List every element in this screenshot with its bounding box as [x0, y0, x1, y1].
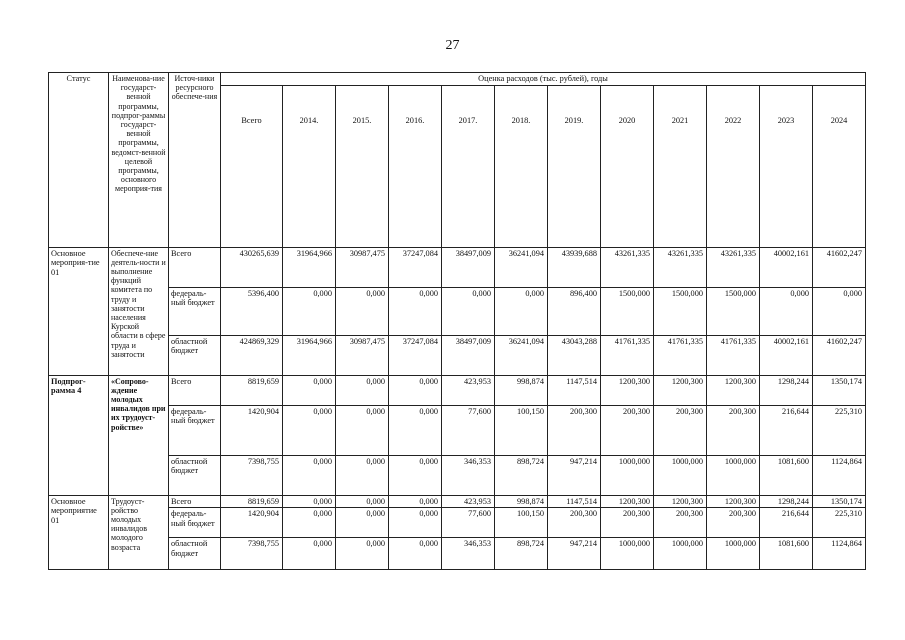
value-cell: 5396,400 — [221, 287, 283, 335]
col-2024: 2024 — [813, 85, 866, 247]
source-cell: областной бюджет — [169, 455, 221, 495]
table-row — [49, 455, 866, 495]
value-cell: 947,214 — [548, 538, 601, 570]
value-cell: 1200,300 — [654, 375, 707, 405]
value-cell: 1081,600 — [760, 538, 813, 570]
value-cell: 1081,600 — [760, 455, 813, 495]
value-cell: 1124,864 — [813, 455, 866, 495]
table-row — [49, 495, 866, 508]
value-cell: 1000,000 — [601, 538, 654, 570]
col-2023: 2023 — [760, 85, 813, 247]
value-cell: 0,000 — [336, 495, 389, 508]
col-2016: 2016. — [389, 85, 442, 247]
value-cell: 1000,000 — [654, 455, 707, 495]
source-cell: областной бюджет — [169, 335, 221, 375]
source-cell: Всего — [169, 495, 221, 508]
col-2021: 2021 — [654, 85, 707, 247]
value-cell: 0,000 — [389, 508, 442, 538]
table-row — [49, 405, 866, 455]
col-total: Всего — [221, 85, 283, 247]
value-cell: 200,300 — [654, 405, 707, 455]
value-cell: 998,874 — [495, 495, 548, 508]
value-cell: 41761,335 — [601, 335, 654, 375]
value-cell: 7398,755 — [221, 538, 283, 570]
value-cell: 0,000 — [495, 287, 548, 335]
value-cell: 100,150 — [495, 405, 548, 455]
value-cell: 37247,084 — [389, 247, 442, 287]
value-cell: 77,600 — [442, 508, 495, 538]
value-cell: 0,000 — [283, 495, 336, 508]
value-cell: 1200,300 — [601, 375, 654, 405]
value-cell: 998,874 — [495, 375, 548, 405]
col-2019: 2019. — [548, 85, 601, 247]
source-cell: федераль-ный бюджет — [169, 508, 221, 538]
value-cell: 423,953 — [442, 495, 495, 508]
value-cell: 200,300 — [548, 508, 601, 538]
header-status: Статус — [49, 73, 109, 248]
value-cell: 0,000 — [760, 287, 813, 335]
value-cell: 898,724 — [495, 455, 548, 495]
page-number: 27 — [445, 38, 460, 53]
value-cell: 225,310 — [813, 405, 866, 455]
source-cell: областной бюджет — [169, 538, 221, 570]
value-cell: 346,353 — [442, 538, 495, 570]
col-2015: 2015. — [336, 85, 389, 247]
table-row — [49, 375, 866, 405]
value-cell: 216,644 — [760, 508, 813, 538]
value-cell: 216,644 — [760, 405, 813, 455]
value-cell: 200,300 — [548, 405, 601, 455]
table-row — [49, 335, 866, 375]
value-cell: 346,353 — [442, 455, 495, 495]
status-cell: Подпрог-рамма 4 — [49, 375, 109, 495]
value-cell: 0,000 — [336, 455, 389, 495]
value-cell: 896,400 — [548, 287, 601, 335]
value-cell: 200,300 — [601, 405, 654, 455]
value-cell: 1500,000 — [601, 287, 654, 335]
value-cell: 41761,335 — [707, 335, 760, 375]
col-2014: 2014. — [283, 85, 336, 247]
value-cell: 41602,247 — [813, 335, 866, 375]
value-cell: 38497,009 — [442, 247, 495, 287]
value-cell: 0,000 — [336, 287, 389, 335]
source-cell: Всего — [169, 375, 221, 405]
status-cell: Основное мероприятие 01 — [49, 495, 109, 570]
name-cell: Трудоуст-ройство молодых инвалидов молодого возраста — [109, 495, 169, 570]
value-cell: 7398,755 — [221, 455, 283, 495]
value-cell: 0,000 — [283, 455, 336, 495]
source-cell: федераль-ный бюджет — [169, 287, 221, 335]
value-cell: 43939,688 — [548, 247, 601, 287]
value-cell: 1298,244 — [760, 495, 813, 508]
value-cell: 1000,000 — [707, 455, 760, 495]
expense-table — [48, 72, 866, 570]
value-cell: 0,000 — [336, 405, 389, 455]
value-cell: 43261,335 — [601, 247, 654, 287]
value-cell: 1200,300 — [707, 375, 760, 405]
value-cell: 225,310 — [813, 508, 866, 538]
value-cell: 1147,514 — [548, 375, 601, 405]
value-cell: 1200,300 — [707, 495, 760, 508]
status-cell: Основное мероприя-тие 01 — [49, 247, 109, 375]
value-cell: 40002,161 — [760, 335, 813, 375]
value-cell: 200,300 — [654, 508, 707, 538]
value-cell: 1147,514 — [548, 495, 601, 508]
header-source: Источ-ники ресурсного обеспече-ния — [169, 73, 221, 248]
value-cell: 898,724 — [495, 538, 548, 570]
value-cell: 1420,904 — [221, 508, 283, 538]
value-cell: 38497,009 — [442, 335, 495, 375]
source-cell: федераль-ный бюджет — [169, 405, 221, 455]
value-cell: 1298,244 — [760, 375, 813, 405]
value-cell: 200,300 — [707, 508, 760, 538]
value-cell: 1350,174 — [813, 495, 866, 508]
value-cell: 30987,475 — [336, 247, 389, 287]
value-cell: 423,953 — [442, 375, 495, 405]
value-cell: 0,000 — [389, 405, 442, 455]
value-cell: 43261,335 — [707, 247, 760, 287]
table-row — [49, 538, 866, 570]
name-cell: Обеспече-ние деятель-ности и выполнение функций комитета по труду и занятости населения Курской области в сфере труда и занятости — [109, 247, 169, 375]
value-cell: 40002,161 — [760, 247, 813, 287]
value-cell: 1200,300 — [601, 495, 654, 508]
value-cell: 0,000 — [336, 375, 389, 405]
value-cell: 36241,094 — [495, 247, 548, 287]
value-cell: 430265,639 — [221, 247, 283, 287]
col-2017: 2017. — [442, 85, 495, 247]
table-row — [49, 508, 866, 538]
value-cell: 1500,000 — [707, 287, 760, 335]
value-cell: 0,000 — [283, 508, 336, 538]
value-cell: 1000,000 — [601, 455, 654, 495]
value-cell: 0,000 — [336, 538, 389, 570]
value-cell: 1000,000 — [654, 538, 707, 570]
value-cell: 947,214 — [548, 455, 601, 495]
col-2022: 2022 — [707, 85, 760, 247]
value-cell: 0,000 — [389, 538, 442, 570]
value-cell: 37247,084 — [389, 335, 442, 375]
value-cell: 1420,904 — [221, 405, 283, 455]
value-cell: 0,000 — [389, 455, 442, 495]
value-cell: 41602,247 — [813, 247, 866, 287]
value-cell: 200,300 — [601, 508, 654, 538]
value-cell: 41761,335 — [654, 335, 707, 375]
value-cell: 0,000 — [283, 287, 336, 335]
value-cell: 0,000 — [389, 287, 442, 335]
col-2020: 2020 — [601, 85, 654, 247]
header-name: Наименова-ние государст-венной программы, подпрог-раммы государст-венной программы, ведомст-венной целевой программы, основного мероприя-тия — [109, 73, 169, 248]
value-cell: 0,000 — [283, 375, 336, 405]
value-cell: 0,000 — [442, 287, 495, 335]
name-cell: «Сопрово-ждение молодых инвалидов при их трудоуст-ройстве» — [109, 375, 169, 495]
value-cell: 8819,659 — [221, 375, 283, 405]
value-cell: 1500,000 — [654, 287, 707, 335]
value-cell: 30987,475 — [336, 335, 389, 375]
value-cell: 200,300 — [707, 405, 760, 455]
value-cell: 36241,094 — [495, 335, 548, 375]
value-cell: 31964,966 — [283, 335, 336, 375]
value-cell: 1000,000 — [707, 538, 760, 570]
value-cell: 0,000 — [813, 287, 866, 335]
header-estimate: Оценка расходов (тыс. рублей), годы — [221, 73, 866, 86]
value-cell: 8819,659 — [221, 495, 283, 508]
value-cell: 0,000 — [389, 375, 442, 405]
value-cell: 31964,966 — [283, 247, 336, 287]
value-cell: 424869,329 — [221, 335, 283, 375]
value-cell: 77,600 — [442, 405, 495, 455]
table-row — [49, 247, 866, 287]
value-cell: 1124,864 — [813, 538, 866, 570]
value-cell: 100,150 — [495, 508, 548, 538]
value-cell: 1200,300 — [654, 495, 707, 508]
source-cell: Всего — [169, 247, 221, 287]
value-cell: 0,000 — [336, 508, 389, 538]
value-cell: 0,000 — [389, 495, 442, 508]
value-cell: 43261,335 — [654, 247, 707, 287]
value-cell: 0,000 — [283, 538, 336, 570]
value-cell: 43043,288 — [548, 335, 601, 375]
col-2018: 2018. — [495, 85, 548, 247]
value-cell: 1350,174 — [813, 375, 866, 405]
table-row — [49, 287, 866, 335]
value-cell: 0,000 — [283, 405, 336, 455]
